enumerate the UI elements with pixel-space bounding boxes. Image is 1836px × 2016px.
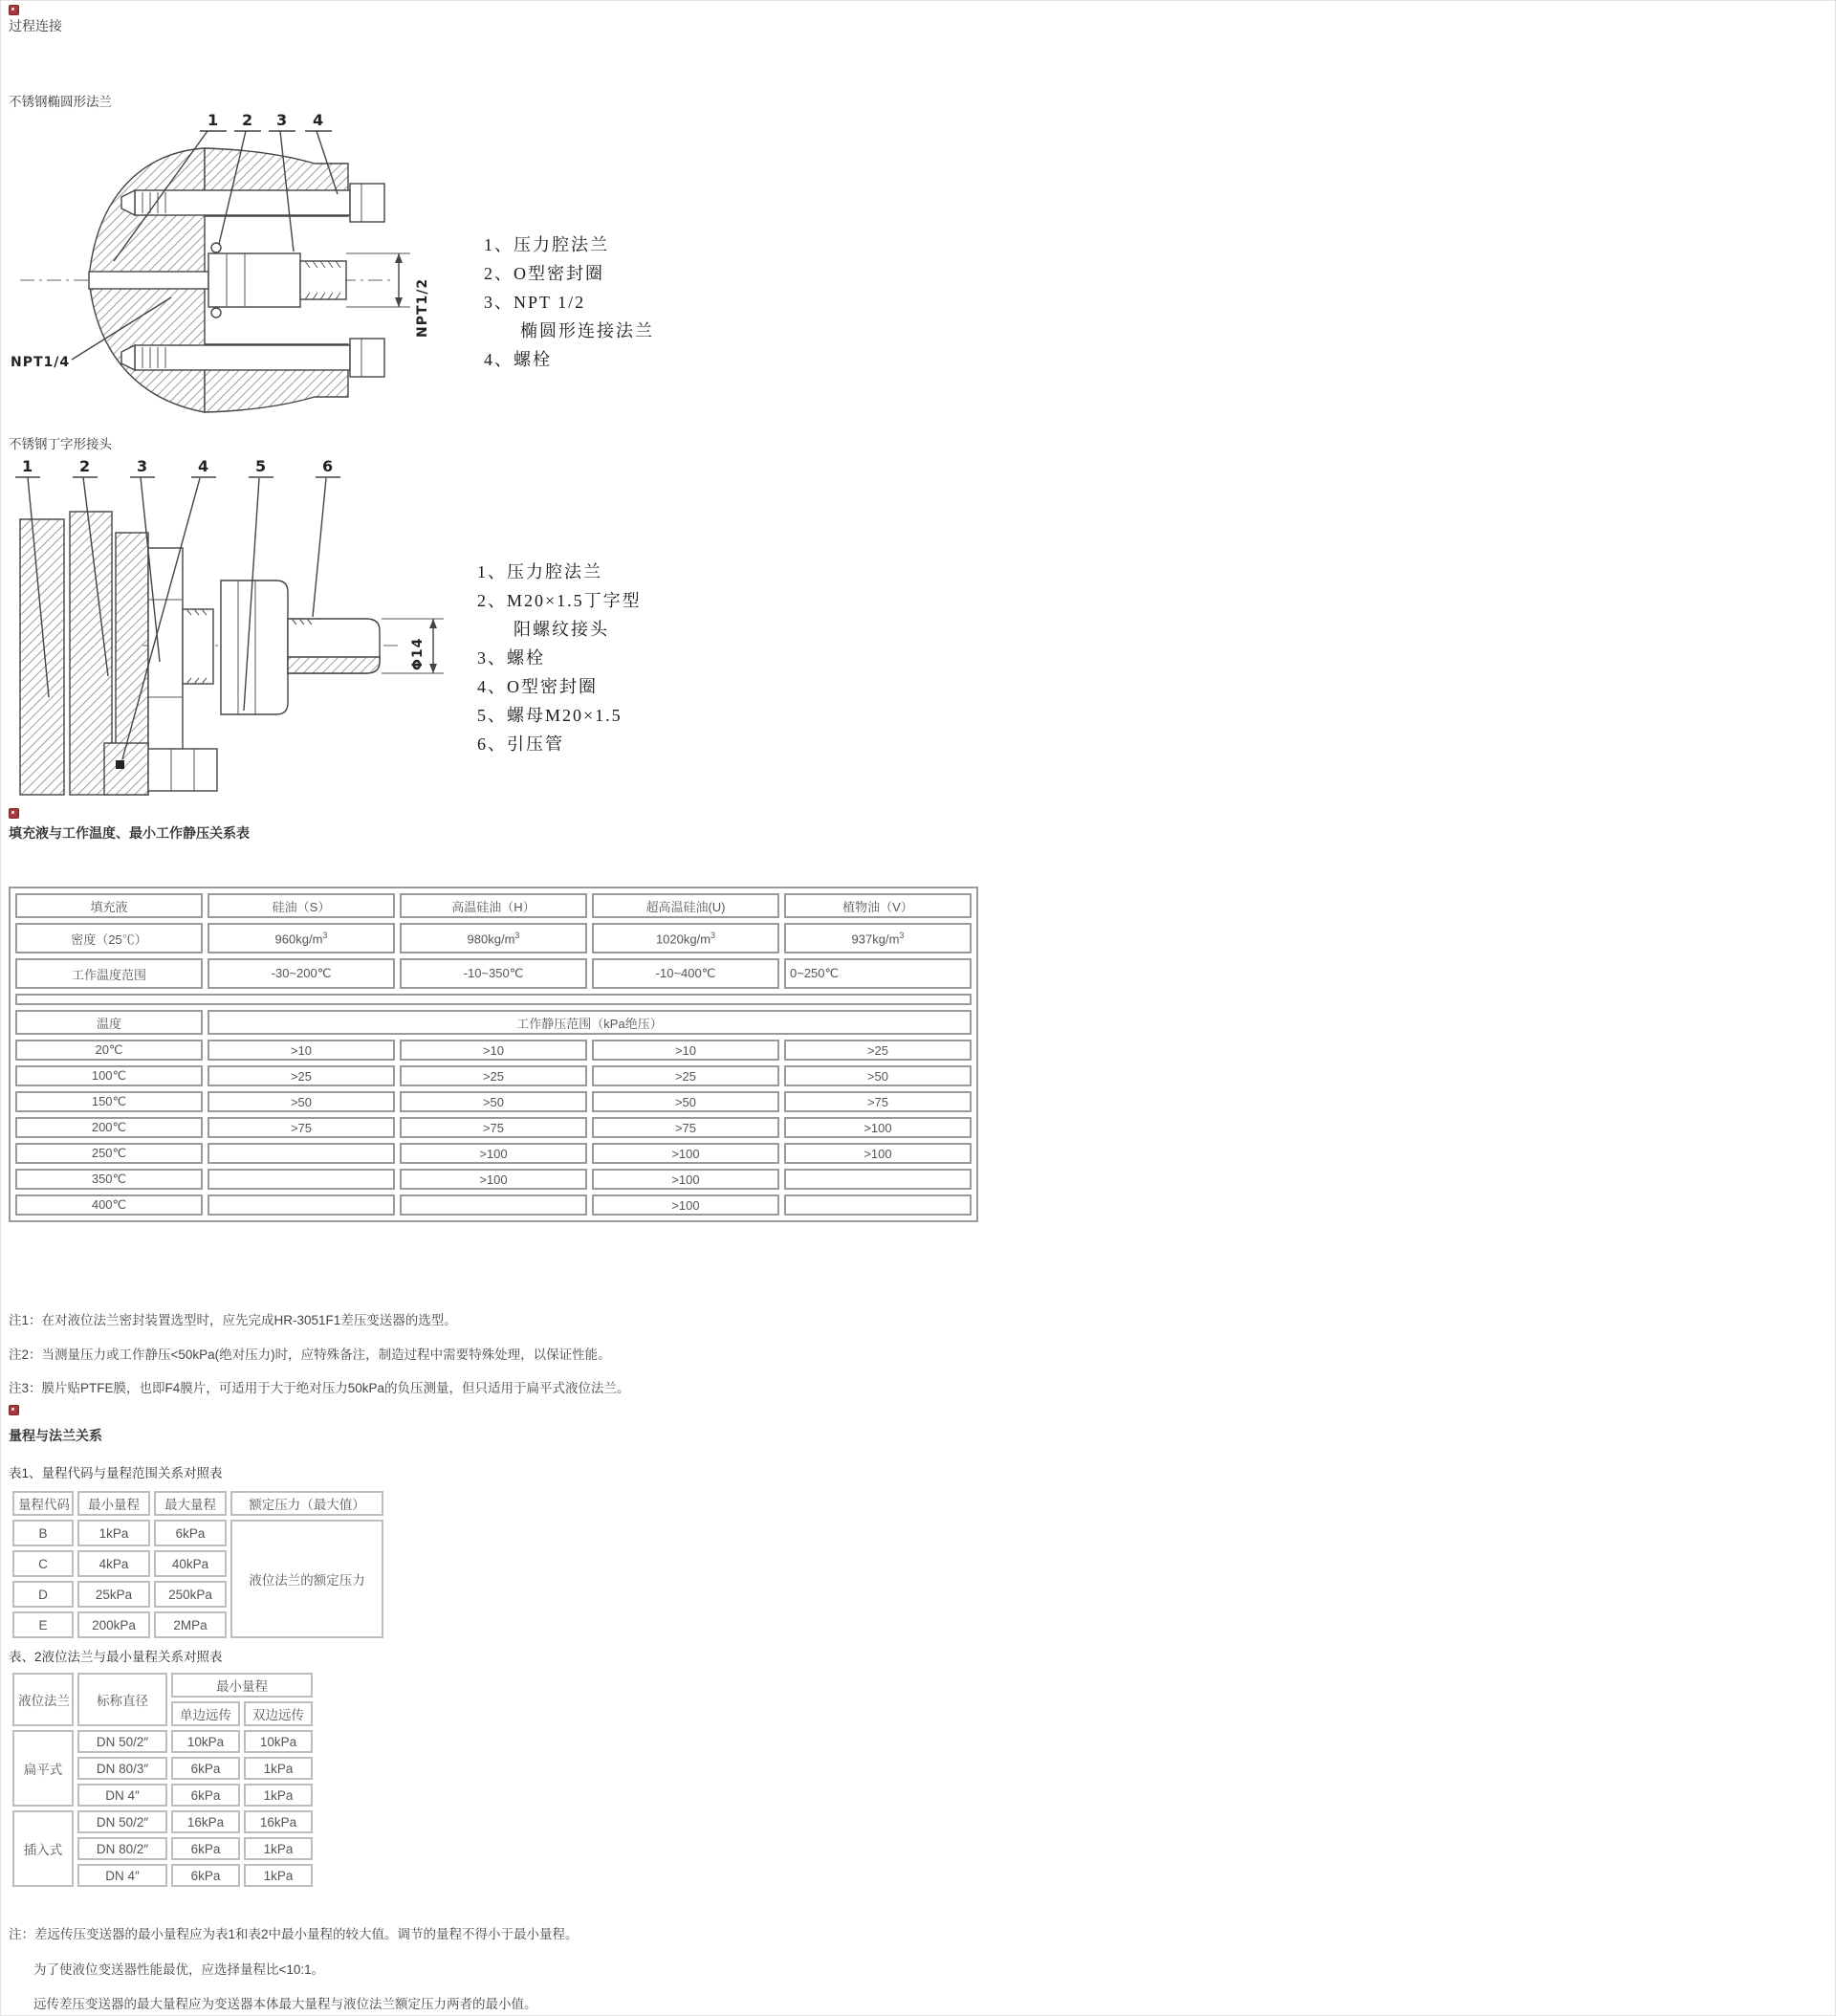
cell: >50 [208,1091,395,1112]
cell: >10 [208,1040,395,1061]
legend-item: 4、螺栓 [484,350,552,369]
npt-fitting [208,243,346,318]
legend-item: 阳螺纹接头 [514,620,609,639]
col-header: 最小量程 [171,1673,313,1698]
row-label: 150℃ [15,1091,203,1112]
cell: DN 80/2″ [77,1837,167,1860]
cell: 10kPa [244,1730,313,1753]
cell: >100 [592,1194,779,1216]
cell: 6kPa [171,1864,240,1887]
fill-liquid-table [9,887,978,1222]
legend-item: 1、压力腔法兰 [484,235,609,254]
legend-item: 1、压力腔法兰 [477,562,602,581]
callout-5: 5 [255,457,267,475]
cell: 40kPa [154,1550,227,1577]
cell: >50 [784,1065,972,1086]
col-header: 额定压力（最大值） [230,1491,383,1516]
cell: 1kPa [244,1837,313,1860]
tee-joint-diagram [9,456,458,797]
cell: DN 4″ [77,1784,167,1807]
legend-item: 2、M20×1.5丁字型 [477,591,642,610]
cell: >100 [592,1169,779,1190]
cell: DN 50/2″ [77,1810,167,1833]
note-3: 注3：膜片贴PTFE膜，也即F4膜片，可适用于大于绝对压力50kPa的负压测量，但只适用于扁平式液位法兰。 [9,1381,630,1395]
note-2: 注2：当测量压力或工作静压<50kPa(绝对压力)时，应特殊备注，制造过程中需要特殊处理，以保证性能。 [9,1348,611,1362]
table2-caption: 表、2液位法兰与最小量程关系对照表 [9,1650,223,1664]
cell [400,1194,587,1216]
row-label: 工作温度范围 [15,958,203,989]
cell: >75 [400,1117,587,1138]
col-header: 硅油（S） [208,893,395,918]
cell: >25 [400,1065,587,1086]
cell: >100 [784,1117,972,1138]
spacer-cell [15,994,972,1005]
cell: -10~400℃ [592,958,779,989]
cell [208,1194,395,1216]
tee-legend [477,558,642,758]
row-label: 250℃ [15,1143,203,1164]
col-header: 液位法兰 [12,1673,74,1726]
cell: $1020kg/m^3$ [592,923,779,953]
red-bullet-icon [9,5,19,15]
row-label: 密度（25℃） [15,923,203,953]
cell: 6kPa [171,1757,240,1780]
note-1: 注1：在对液位法兰密封装置选型时，应先完成HR-3051F1差压变送器的选型。 [9,1313,457,1327]
o-ring-seal [116,760,124,769]
cell: 6kPa [154,1520,227,1546]
span-cell: 液位法兰的额定压力 [230,1520,383,1638]
cell [784,1169,972,1190]
col-header: 量程代码 [12,1491,74,1516]
callout-4: 4 [198,457,209,475]
legend-item: 6、引压管 [477,734,564,754]
cell: C [12,1550,74,1577]
o-ring-top [211,243,221,252]
cell: >50 [400,1091,587,1112]
legend-item: 4、O型密封圈 [477,677,598,696]
legend-item: 2、O型密封圈 [484,264,604,283]
cell: 6kPa [171,1837,240,1860]
col-header: 最小量程 [77,1491,150,1516]
callout-1: 1 [22,457,33,475]
npt12-dimension [346,253,430,338]
col-header: 双边远传 [244,1701,313,1726]
col-header: 填充液 [15,893,203,918]
flange-legend [484,230,654,374]
process-connection-heading: 过程连接 [9,18,62,33]
callout-1: 1 [208,111,219,129]
cell: 1kPa [244,1757,313,1780]
flange-range-table [9,1669,317,1891]
cell: 0~250℃ [784,958,972,989]
row-label: 100℃ [15,1065,203,1086]
cell: 2MPa [154,1611,227,1638]
cell: 1kPa [77,1520,150,1546]
cell: DN 80/3″ [77,1757,167,1780]
row-label: 20℃ [15,1040,203,1061]
cell: 250kPa [154,1581,227,1608]
cell: $960kg/m^3$ [208,923,395,953]
cell: >75 [592,1117,779,1138]
dia14-label: Φ14 [410,637,426,670]
col-header: 超高温硅油(U) [592,893,779,918]
col-header: 单边远传 [171,1701,240,1726]
cell: -30~200℃ [208,958,395,989]
col-header: 温度 [15,1010,203,1035]
cell: E [12,1611,74,1638]
tee-joint-title: 不锈钢丁字形接头 [9,437,112,451]
table1-caption: 表1、量程代码与量程范围关系对照表 [9,1466,223,1480]
cell: 200kPa [77,1611,150,1638]
cell: 1kPa [244,1784,313,1807]
cell: D [12,1581,74,1608]
range-flange-heading: 量程与法兰关系 [9,1428,102,1443]
cell: 6kPa [171,1784,240,1807]
col-header: 工作静压范围（kPa绝压） [208,1010,972,1035]
cell: >100 [400,1143,587,1164]
callout-3: 3 [276,111,288,129]
group-label: 扁平式 [12,1730,74,1807]
cell: >50 [592,1091,779,1112]
cell: >10 [400,1040,587,1061]
cell [208,1143,395,1164]
legend-item: 3、NPT 1/2 [484,293,586,312]
cell: DN 4″ [77,1864,167,1887]
group-label: 插入式 [12,1810,74,1887]
row-label: 400℃ [15,1194,203,1216]
range-note-2: 为了使液位变送器性能最优，应选择量程比<10:1。 [33,1962,325,1977]
legend-item: 椭圆形连接法兰 [520,321,654,340]
legend-item: 3、螺栓 [477,648,545,668]
cell: >25 [208,1065,395,1086]
range-code-table [9,1487,387,1642]
cell: >10 [592,1040,779,1061]
cell: $980kg/m^3$ [400,923,587,953]
cell: DN 50/2″ [77,1730,167,1753]
cell: >25 [784,1040,972,1061]
nut [221,581,288,714]
row-label: 350℃ [15,1169,203,1190]
callout-2: 2 [79,457,91,475]
npt14-label: NPT1/4 [11,355,71,370]
range-note-1: 注：差远传压变送器的最小量程应为表1和表2中最小量程的较大值。调节的量程不得小于最小量程。 [9,1927,579,1941]
impulse-pipe [288,619,380,673]
row-label: 200℃ [15,1117,203,1138]
cell [208,1169,395,1190]
cell: >75 [784,1091,972,1112]
cell: >100 [592,1143,779,1164]
cell: >100 [784,1143,972,1164]
cell: >100 [400,1169,587,1190]
elliptical-flange-diagram [9,108,458,438]
col-header: 最大量程 [154,1491,227,1516]
cell: B [12,1520,74,1546]
col-header: 标称直径 [77,1673,167,1726]
o-ring-bottom [211,308,221,318]
cell: >75 [208,1117,395,1138]
cell: 16kPa [244,1810,313,1833]
col-header: 高温硅油（H） [400,893,587,918]
cell [784,1194,972,1216]
npt12-label: NPT1/2 [415,277,430,338]
callout-2: 2 [242,111,253,129]
cell: $937kg/m^3$ [784,923,972,953]
legend-item: 5、螺母M20×1.5 [477,706,623,725]
callout-6: 6 [322,457,334,475]
bottom-fasteners [104,743,217,795]
cell: 10kPa [171,1730,240,1753]
callout-4: 4 [313,111,324,129]
cell: 25kPa [77,1581,150,1608]
callout-3: 3 [137,457,148,475]
cell: -10~350℃ [400,958,587,989]
cell: 1kPa [244,1864,313,1887]
range-note-3: 远传差压变送器的最大量程应为变送器本体最大量程与液位法兰额定压力两者的最小值。 [33,1997,537,2011]
red-bullet-icon [9,1405,19,1415]
cell: 4kPa [77,1550,150,1577]
cell: 16kPa [171,1810,240,1833]
cell: >25 [592,1065,779,1086]
col-header: 植物油（V） [784,893,972,918]
elliptical-flange-title: 不锈钢椭圆形法兰 [9,95,112,109]
fill-liquid-heading: 填充液与工作温度、最小工作静压关系表 [9,825,250,841]
red-bullet-icon [9,808,19,819]
